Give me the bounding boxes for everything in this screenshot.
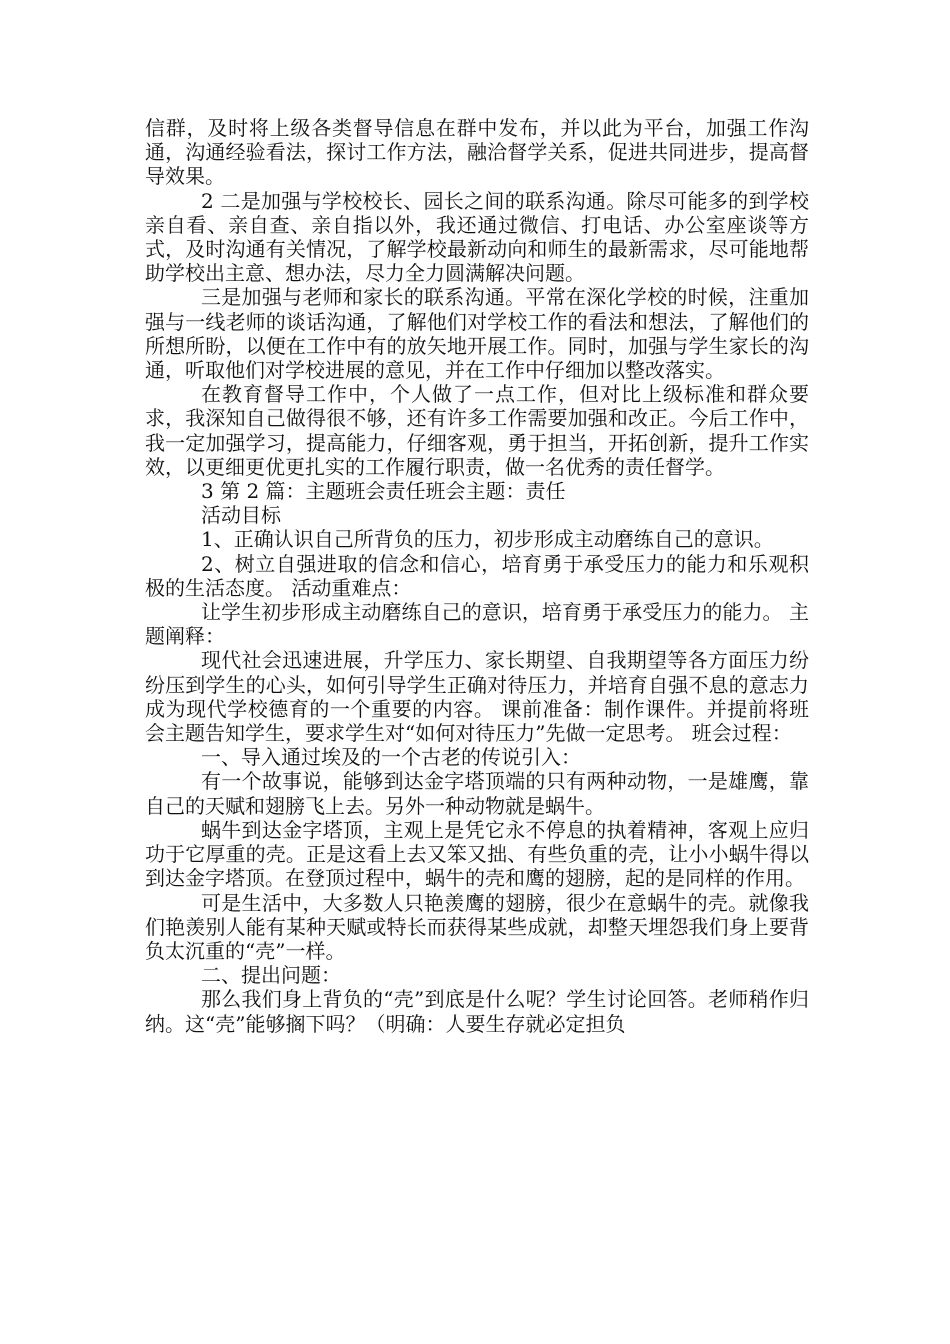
paragraph: 在教育督导工作中，个人做了一点工作，但对比上级标准和群众要求，我深知自己做得很不够，还有许多工作需要加强和改正。今后工作中，我一定加强学习，提高能力，仔细客观，勇于担当，开拓创新，提升工作实效，以更细更优更扎实的工作履行职责，做一名优秀的责任督学。 — [145, 382, 809, 479]
paragraph: 有一个故事说，能够到达金字塔顶端的只有两种动物，一是雄鹰，靠自己的天赋和翅膀飞上去。另外一种动物就是蜗牛。 — [145, 769, 809, 818]
paragraph: 一、导入通过埃及的一个古老的传说引入： — [201, 745, 581, 770]
paragraph: 2 二是加强与学校校长、园长之间的联系沟通。除尽可能多的到学校亲自看、亲自查、亲自指以外，我还通过微信、打电话、办公室座谈等方式，及时沟通有关情况，了解学校最新动向和师生的最新需求，尽可能地帮助学校出主意、想办法，尽力全力圆满解决问题。 — [145, 188, 809, 286]
paragraph: 1、正确认识自己所背负的压力，初步形成主动磨练自己的意识。 — [201, 527, 774, 552]
paragraph: 可是生活中，大多数人只艳羡鹰的翅膀，很少在意蜗牛的壳。就像我们艳羡别人能有某种天赋或特长而获得某些成就，却整天埋怨我们身上要背负太沉重的“壳”一样。 — [145, 890, 809, 963]
paragraph: 信群，及时将上级各类督导信息在群中发布，并以此为平台，加强工作沟通，沟通经验看法，探讨工作方法，融洽督学关系，促进共同进步，提高督导效果。 — [145, 116, 809, 189]
paragraph: 三是加强与老师和家长的联系沟通。平常在深化学校的时候，注重加强与一线老师的谈话沟通，了解他们对学校工作的看法和想法，了解他们的所想所盼，以便在工作中有的放矢地开展工作。同时，加强与学生家长的沟通，听取他们对学校进展的意见，并在工作中仔细加以整改落实。 — [145, 285, 809, 383]
paragraph: 现代社会迅速进展，升学压力、家长期望、自我期望等各方面压力纷纷压到学生的心头，如何引导学生正确对待压力，并培育自强不息的意志力成为现代学校德育的一个重要的内容。 课前准备：制作课件。并提前将班会主题告知学生，要求学生对“如何对待压力”先做一定思考。 班会过程： — [145, 648, 809, 746]
subheading: 活动目标 — [201, 503, 281, 528]
section-heading: 3 第 2 篇：主题班会责任班会主题：责任 — [201, 479, 566, 504]
paragraph: 二、提出问题： — [201, 963, 341, 988]
paragraph: 那么我们身上背负的“壳”到底是什么呢？学生讨论回答。老师稍作归纳。这“壳”能够搁下吗？（明确：人要生存就必定担负 — [145, 987, 809, 1036]
paragraph: 蜗牛到达金字塔顶，主观上是凭它永不停息的执着精神，客观上应归功于它厚重的壳。正是这看上去又笨又拙、有些负重的壳，让小小蜗牛得以到达金字塔顶。在登顶过程中，蜗牛的壳和鹰的翅膀，起的是同样的作用。 — [145, 817, 809, 891]
document-page — [145, 116, 809, 1036]
paragraph: 让学生初步形成主动磨练自己的意识，培育勇于承受压力的能力。 主题阐释： — [145, 600, 809, 649]
paragraph: 2、树立自强进取的信念和信心，培育勇于承受压力的能力和乐观积极的生活态度。 活动重难点： — [145, 551, 809, 600]
